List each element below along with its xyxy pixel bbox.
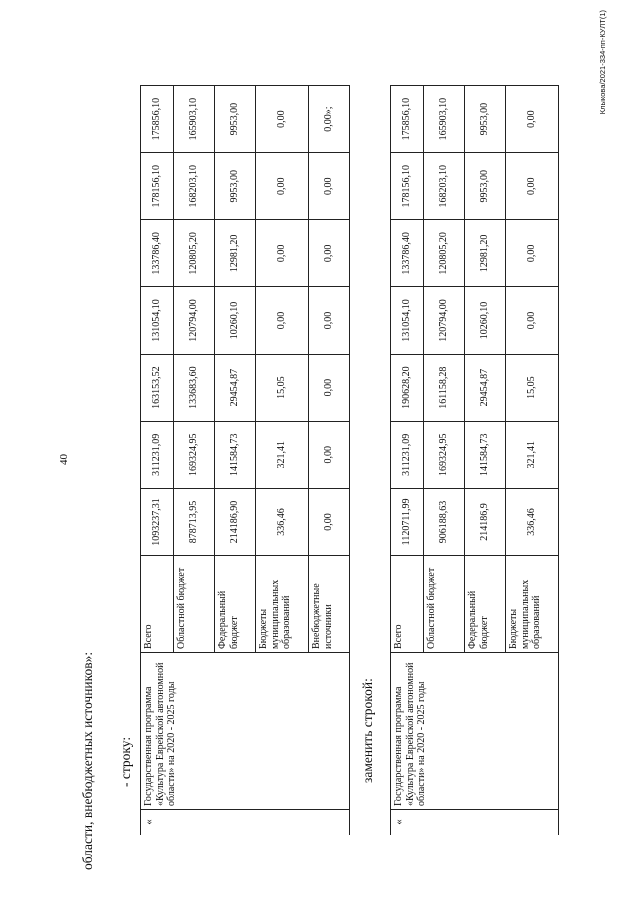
value-cell: 1120711,99 (391, 488, 424, 555)
value-cell: 0,00 (309, 287, 350, 354)
value-cell: 9953,00 (215, 153, 256, 220)
value-cell: 0,00 (309, 220, 350, 287)
replace-label: заменить строкой: (360, 678, 375, 783)
value-cell: 133786,40 (141, 220, 174, 287)
value-cell: 175856,10 (141, 86, 174, 153)
value-cell: 165903,10 (174, 86, 215, 153)
value-cell: 9953,00 (465, 153, 506, 220)
value-cell: 175856,10 (391, 86, 424, 153)
value-cell: 190628,20 (391, 354, 424, 421)
value-cell: 0,00 (506, 86, 559, 153)
value-cell: 906188,63 (424, 488, 465, 555)
value-cell: 0,00 (506, 220, 559, 287)
value-cell: 120794,00 (174, 287, 215, 354)
value-cell: 0,00 (506, 287, 559, 354)
value-cell: 178156,10 (141, 153, 174, 220)
value-cell: 214186,90 (215, 488, 256, 555)
value-cell: 15,05 (256, 354, 309, 421)
value-cell: 0,00 (309, 421, 350, 488)
value-cell: 169324,95 (424, 421, 465, 488)
table-old (140, 85, 350, 835)
value-cell: 29454,87 (465, 354, 506, 421)
source-label: Бюджеты муниципальных образований (256, 556, 309, 653)
source-label: Бюджеты муниципальных образований (506, 556, 559, 653)
value-cell: 0,00 (256, 153, 309, 220)
value-cell: 878713,95 (174, 488, 215, 555)
source-label: Внебюджетные источники (309, 556, 350, 653)
program-name: Государственная программа «Культура Еврейской автономной области» на 2020 - 2025 годы (391, 653, 559, 810)
source-label: Федеральный бюджет (465, 556, 506, 653)
value-cell: 0,00 (256, 86, 309, 153)
program-name: Государственная программа «Культура Еврейской автономной области» на 2020 - 2025 годы (141, 653, 350, 810)
value-cell: 0,00 (256, 220, 309, 287)
value-cell: 161158,28 (424, 354, 465, 421)
value-cell: 29454,87 (215, 354, 256, 421)
value-cell: 141584,73 (465, 421, 506, 488)
value-cell: 321,41 (506, 421, 559, 488)
value-cell: 165903,10 (424, 86, 465, 153)
value-cell: 9953,00 (215, 86, 256, 153)
value-cell: 336,46 (506, 488, 559, 555)
opening-quote: « (391, 810, 559, 835)
value-cell: 15,05 (506, 354, 559, 421)
value-cell: 336,46 (256, 488, 309, 555)
page-number: 40 (58, 454, 70, 465)
value-cell: 10260,10 (215, 287, 256, 354)
source-label: Федеральный бюджет (215, 556, 256, 653)
value-cell: 0,00 (309, 354, 350, 421)
source-label: Всего (141, 556, 174, 653)
value-cell: 311231,09 (141, 421, 174, 488)
value-cell: 0,00 (309, 153, 350, 220)
value-cell: 120794,00 (424, 287, 465, 354)
value-cell: 168203,10 (424, 153, 465, 220)
value-cell: 311231,09 (391, 421, 424, 488)
source-label: Областной бюджет (174, 556, 215, 653)
value-cell: 12981,20 (465, 220, 506, 287)
value-cell: 163153,52 (141, 354, 174, 421)
value-cell: 0,00 (256, 287, 309, 354)
value-cell: 9953,00 (465, 86, 506, 153)
value-cell: 133683,60 (174, 354, 215, 421)
value-cell: 0,00 (506, 153, 559, 220)
value-cell: 178156,10 (391, 153, 424, 220)
table-new (390, 85, 559, 835)
value-cell: 120805,20 (174, 220, 215, 287)
table-row (141, 86, 174, 835)
value-cell: 12981,20 (215, 220, 256, 287)
document-code: Клыкова/2021-334-пп-КУЛТ(1) (598, 10, 607, 115)
value-cell: 120805,20 (424, 220, 465, 287)
value-cell: 0,00»; (309, 86, 350, 153)
value-cell: 133786,40 (391, 220, 424, 287)
value-cell: 169324,95 (174, 421, 215, 488)
value-cell: 168203,10 (174, 153, 215, 220)
intro-text: области, внебюджетных источников»: (80, 651, 95, 870)
table-row (391, 86, 424, 835)
value-cell: 131054,10 (391, 287, 424, 354)
value-cell: 321,41 (256, 421, 309, 488)
value-cell: 1093237,31 (141, 488, 174, 555)
opening-quote: « (141, 810, 350, 835)
value-cell: 10260,10 (465, 287, 506, 354)
value-cell: 141584,73 (215, 421, 256, 488)
value-cell: 131054,10 (141, 287, 174, 354)
value-cell: 0,00 (309, 488, 350, 555)
value-cell: 214186,9 (465, 488, 506, 555)
source-label: Всего (391, 556, 424, 653)
source-label: Областной бюджет (424, 556, 465, 653)
row-label: - строку: (118, 736, 133, 787)
